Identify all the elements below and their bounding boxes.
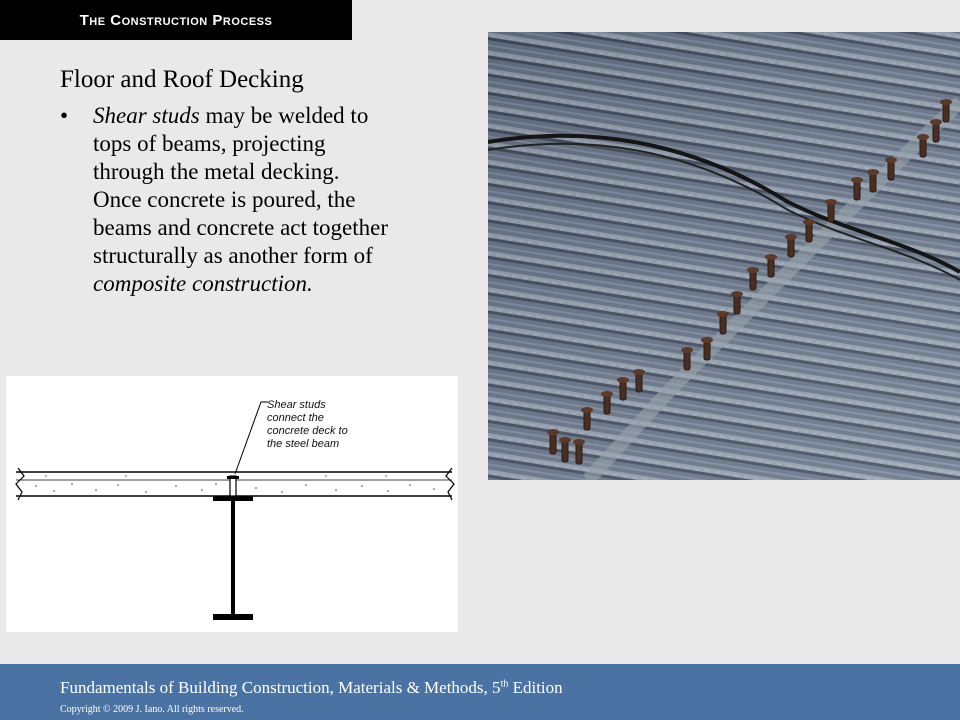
bullet-body: may be welded to tops of beams, projecting through the metal decking. Once concrete is poured, the beams and concrete act together structurally as another form of [93,103,389,268]
footer-title-end: Edition [508,678,563,697]
term-shear-studs: Shear studs [93,103,200,128]
diagram-label [267,399,387,451]
bullet-item [60,102,390,298]
section-title-bar [0,0,352,40]
slide-heading: Floor and Roof Decking [60,66,304,93]
shear-stud-diagram [6,376,458,632]
diagram-label-line: connect the [267,412,324,424]
bullet-text [93,102,390,298]
footer-copyright: Copyright © 2009 J. Iano. All rights reserved. [60,704,244,715]
footer-title [60,678,563,698]
decking-photo-image [488,32,960,480]
bullet-marker: • [60,103,69,128]
diagram-label-line: Shear studs [267,399,326,411]
footer-title-main: Fundamentals of Building Construction, Materials & Methods, 5 [60,678,501,697]
section-title: The Construction Process [79,11,273,29]
footer-bar [0,664,960,720]
diagram-drawing [6,376,458,632]
diagram-label-line: concrete deck to [267,425,348,437]
diagram-label-line: the steel beam [267,438,340,450]
decking-photo [488,32,960,480]
term-composite-construction: composite construction. [93,271,313,296]
footer-title-sup: th [500,678,509,690]
